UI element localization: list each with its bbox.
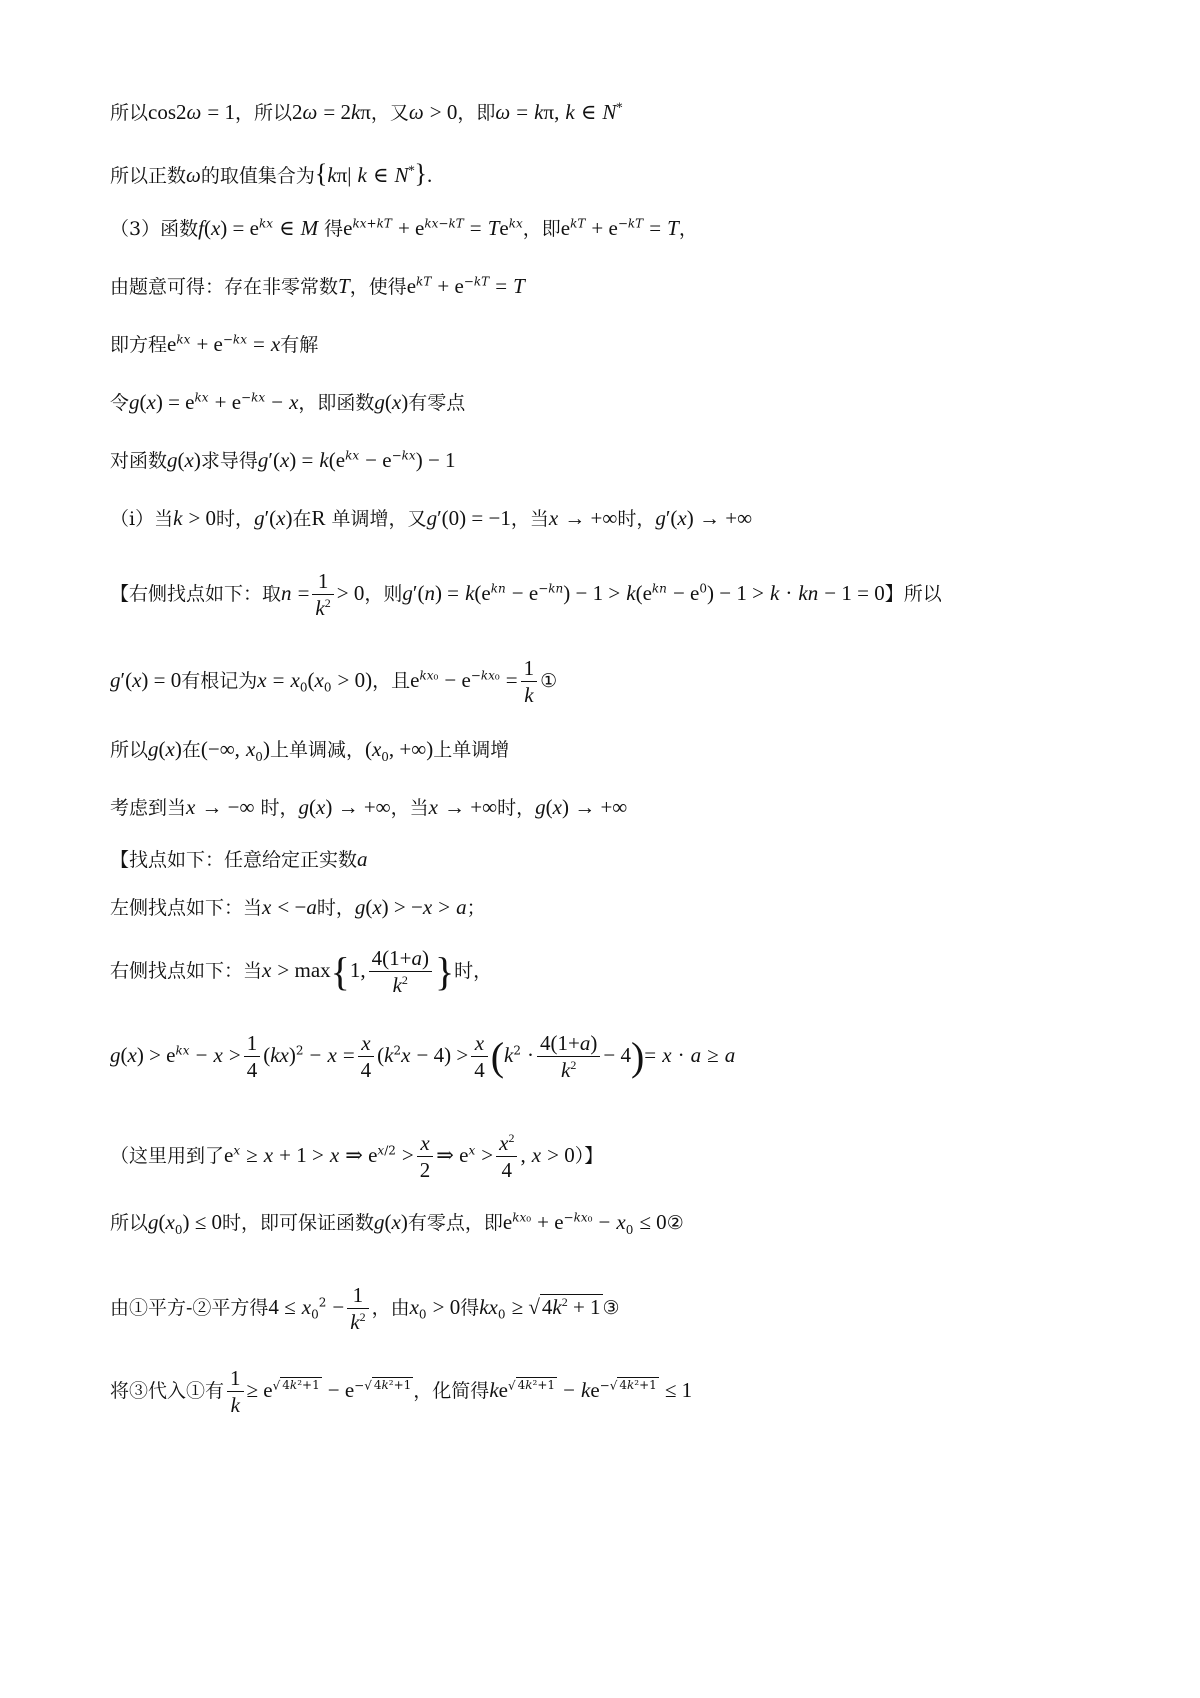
text-line-9: 【右侧找点如下：取n = $\frac{1}{k^2}$ > 0，则$g'(n) = k(e^{kn} - e^{-kn}) - 1 > k(e^{kn} - e^0) - 1 > k$ · kn − 1 = 0】所以 bbox=[110, 569, 942, 621]
text-line-5: 即方程$e^{kx} + e^{-kx} = x$有解 bbox=[110, 332, 319, 356]
text-line-1: 所以cos2ω = 1，所以2ω = 2kπ，又ω > 0，即ω = kπ, k ∈ N* bbox=[110, 100, 623, 124]
text-line-13: 【找点如下：任意给定正实数a bbox=[110, 847, 368, 871]
text-line-18: 所以$g(x_0) \le 0$时，即可保证函数g(x)有零点，即$e^{kx_0} + e^{-kx_0} - x_0$ ≤ 0② bbox=[110, 1210, 684, 1237]
text-line-15: 右侧找点如下：当x > max{1, $\frac{4(1+a)}{k^2}$ }时， bbox=[110, 946, 493, 998]
text-line-12: 考虑到当x → −∞ 时，g(x) → +∞，当x → +∞时，g(x) → +∞ bbox=[110, 795, 628, 819]
text-line-19: 由①平方-②平方得$4 \le x_0^2$ − $\frac{1}{k^2}$ ，由$x_0 > 0$得$kx_0 \ge √4k^2 + 1$ ③ bbox=[110, 1283, 620, 1335]
text-line-7: 对函数g(x)求导得$g'(x) = k(e^{kx} - e^{-kx}) - 1$ bbox=[110, 448, 456, 472]
text-line-17: （这里用到了$e^x \ge x + 1 > x$ ⇒ $e^{x/2}$ > $\frac{x}{2}$ ⇒ $e^x$ > $\frac{x^2}{4}$ , x > 0）】 bbox=[110, 1131, 604, 1183]
text-line-20: 将③代入①有 $\frac{1}{k}$ ≥ $e^{√ 4k^2+1} - e^{-√ 4k^2+1}$ ，化简得$ke^{√ 4k^2+1} - ke^{-√ 4k^2+1} \le 1$ bbox=[110, 1366, 693, 1418]
text-line-16: $g(x) > e^{kx} - x$ > $\frac{1}{4}$ (kx)$^2$ − x = $\frac{x}{4}$ $(k^2x - 4)$ > $\frac{x}{4}$ ($k^2$ · $\frac{4(1+a)}{k^2}$ − 4)= x · a ≥ a bbox=[110, 1031, 736, 1083]
text-line-8: （i）当k > 0时，g′(x)在R 单调增，又g′(0) = −1，当x → +∞时，g′(x) → +∞ bbox=[110, 506, 753, 530]
text-line-6: 令$g(x) = e^{kx} + e^{-kx} - x$，即函数g(x)有零点 bbox=[110, 390, 466, 414]
text-line-2: 所以正数ω的取值集合为{kπ| k ∈ N*}. bbox=[110, 159, 433, 188]
text-line-11: 所以g(x)在(−∞, $x_0$)上单调减，($x_0$, +∞)上单调增 bbox=[110, 737, 510, 764]
text-line-14: 左侧找点如下：当x < −a时，g(x) > −x > a； bbox=[110, 895, 486, 919]
text-line-4: 由题意可得：存在非零常数T，使得$e^{kT} + e^{-kT} = T$ bbox=[110, 274, 525, 298]
text-line-10: g′(x) = 0有根记为$x = x_0(x_0 > 0)$，且$e^{kx_0} - e^{-kx_0}$ = $\frac{1}{k}$ ① bbox=[110, 656, 558, 708]
text-line-3: （3）函数$f(x) = e^{kx}$ ∈ M 得$e^{kx+kT} + e^{kx-kT} = Te^{kx}$，即$e^{kT} + e^{-kT} = T$， bbox=[110, 216, 698, 240]
